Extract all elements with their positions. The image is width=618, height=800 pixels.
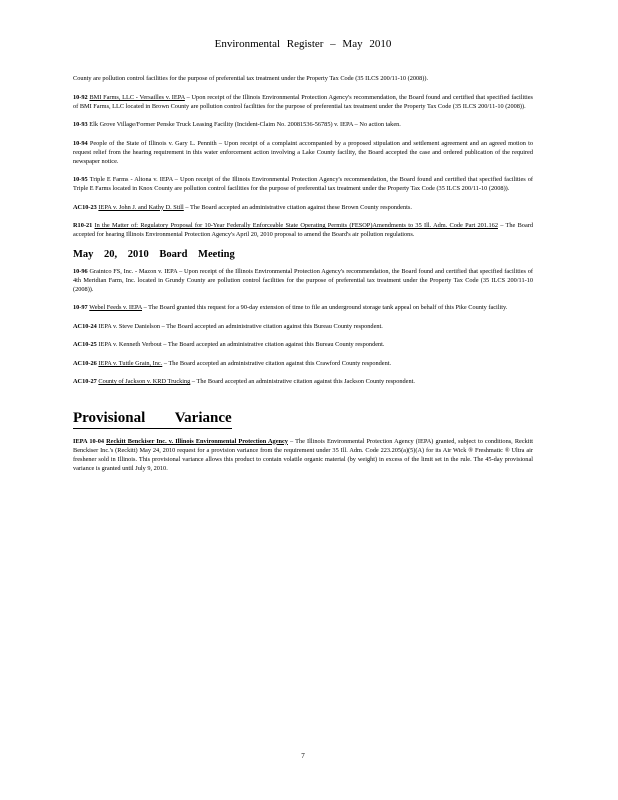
case-number: AC10-23 <box>73 203 99 211</box>
case-number: 10-93 <box>73 121 90 128</box>
case-number: IEPA 10-04 <box>73 437 107 445</box>
case-parties: Reckitt Benckiser Inc. v. Illinois Environmental Protection Agency <box>106 437 288 445</box>
case-parties: IEPA v. Tuttle Grain, Inc. <box>98 359 163 367</box>
entry-10-94 <box>73 139 533 166</box>
case-number: 10-96 <box>73 267 90 275</box>
case-parties: County of Jackson v. KRD Trucking <box>98 378 191 385</box>
case-parties: Graintco FS, Inc. - Mazon v. IEPA <box>89 267 178 275</box>
entry-text: – The Board granted this request for a 90-day extension of time to file an underground storage tank appeal on behalf of this Pike County facility. <box>142 304 508 311</box>
entry-text: – The Illinois Environmental Protection Agency (IEPA) granted, subject to conditions, Reckitt Benckiser Inc.'s (Reckitt) May 24, 2010 request for a provision variance from the requirement under 35 Ill. Adm. Code 223.205(a)(5)(A) for its Air Wick ® Freshmatic ® Ultra air freshener sold in Illinois. This provisional variance allows this product to contain volatile organic material (by weight) in excess of the limit set in the rule. The 45-day provisional variance is granted until July 9, 2010. <box>73 437 534 472</box>
entry-text: – The Board accepted for hearing Illinois Environmental Protection Agency's April 20, 2010 proposal to amend the Board's air pollution regulations. <box>73 222 533 238</box>
entry-ac10-25 <box>73 340 533 349</box>
entry-text: County are pollution control facilities for the purpose of preferential tax treatment under the Property Tax Code (35 ILCS 200/11-10 (2008)). <box>73 75 429 82</box>
case-parties: Triple E Farms - Altona v. IEPA <box>89 176 173 183</box>
entry-text: – The Board accepted an administrative citation against this Jackson County respondent. <box>190 378 415 385</box>
entry-ac10-26 <box>73 359 533 368</box>
case-number: 10-97 <box>73 304 90 311</box>
case-parties: IEPA v. Steve Danielson <box>98 322 160 330</box>
entry-10-97 <box>73 303 533 312</box>
entry-iepa-10-04 <box>73 437 533 473</box>
entry-10-96 <box>73 267 533 294</box>
entry-text: – Upon receipt of the Illinois Environmental Protection Agency's recommendation, the Board found and certified that specified facilities of Triple E Farms located in Knox County are pollution control facilities for the purpose of preferential tax treatment under the Property Tax Code (35 ILCS 200/11-10 (2008)). <box>73 176 534 192</box>
entry-ac10-24 <box>73 322 533 331</box>
case-number: AC10-27 <box>73 378 99 385</box>
case-number: 10-95 <box>73 176 90 183</box>
entry-text: – The Board accepted an administrative citation against this Bureau County respondent. <box>161 341 385 348</box>
page-number: 7 <box>301 752 305 760</box>
case-parties: IEPA v. John J. and Kathy D. Still <box>98 203 184 211</box>
case-parties: Elk Grove Village/Former Penske Truck Leasing Facility (Incident-Claim No. 20081536-56785) v. IEPA <box>89 121 354 128</box>
case-number: AC10-26 <box>73 359 99 367</box>
case-number: AC10-24 <box>73 322 99 330</box>
entry-ac10-27 <box>73 377 533 386</box>
entry-text: – Upon receipt of a complaint accompanied by a proposed stipulation and settlement agreement and an agreed motion to request relief from the hearing requirement in this water enforcement action involving a Lake County facility, the Board accepted the case and ordered publication of the required newspaper notice. <box>73 139 533 165</box>
entry-text: – The Board accepted an administrative citation against this Crawford County respondent. <box>162 359 392 367</box>
case-number: R10-21 <box>73 222 95 229</box>
case-parties: People of the State of Illinois v. Gary L. Pennith <box>89 139 217 147</box>
entry-text: – The Board accepted an administrative citation against this Bureau County respondent. <box>160 322 383 330</box>
case-number: 10-94 <box>73 139 90 147</box>
entry-r10-21 <box>73 221 533 239</box>
entry-text: – Upon receipt of the Illinois Environmental Protection Agency's recommendation, the Board found and certified that specified facilities of 4th Meridian Farm, Inc. located in Grundy County are pollution control facilities for the purpose of preferential tax treatment under the Property Tax Code (35 ILCS 200/11-10 (2008)). <box>73 267 533 293</box>
entry-text: – The Board accepted an administrative citation against these Brown County respondents. <box>183 203 412 211</box>
case-parties: Webel Feeds v. IEPA <box>89 304 142 311</box>
entry-10-93 <box>73 120 533 129</box>
case-parties: In the Matter of: Regulatory Proposal for 10-Year Federally Enforceable State Operating Permits (FESOP)Amendments to 35 Ill. Adm. Code Part 201.162 <box>94 222 498 229</box>
entry-ac10-23 <box>73 203 533 212</box>
document-body <box>73 74 533 482</box>
entry-10-95 <box>73 175 533 193</box>
case-parties: BMI Farms, LLC - Versailles v. IEPA <box>89 93 185 101</box>
entry-continued <box>73 74 533 83</box>
entry-text: – No action taken. <box>353 121 401 128</box>
case-parties: IEPA v. Kenneth Verbout <box>98 341 162 348</box>
provisional-variance-heading: Provisional Variance <box>73 410 232 429</box>
running-header: Environmental Register – May 2010 <box>214 38 392 50</box>
case-number: AC10-25 <box>73 341 99 348</box>
entry-text: – Upon receipt of the Illinois Environmental Protection Agency's recommendation, the Board found and certified that specified facilities of BMI Farms, LLC located in Brown County are pollution control facilities for the purpose of preferential tax treatment under the Property Tax Code (35 ILCS 200/11-10 (2008)). <box>73 93 533 110</box>
entry-10-92 <box>73 93 533 111</box>
meeting-heading: May 20, 2010 Board Meeting <box>73 248 235 260</box>
case-number: 10-92 <box>73 93 90 101</box>
